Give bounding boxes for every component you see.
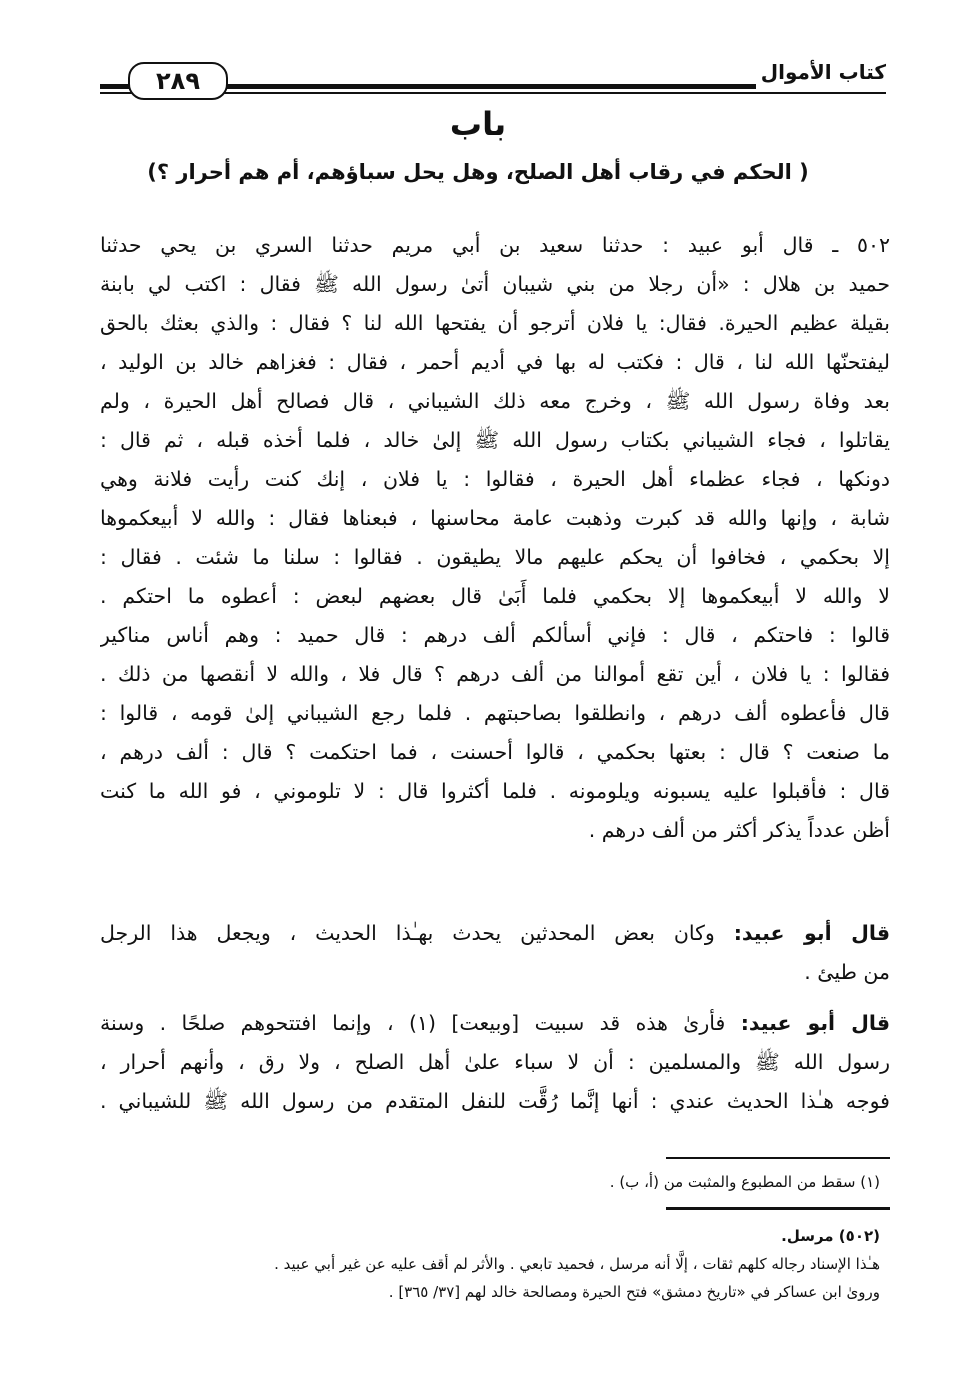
text-line: أظن عدداً يذكر أكثر من ألف درهم . [588, 818, 890, 842]
text-line: ليفتحنّها الله لنا ، قال : فكتب له بها في أديم أحمر ، فقال : فغزاهم خالد بن الوليد ، [100, 350, 890, 374]
page-number: ٢٨٩ [128, 62, 228, 100]
text-span: وكان بعض المحدثين يحدث بهـٰذا الحديث ، ويجعل هذا الرجل [100, 921, 715, 945]
footnote-rule [666, 1157, 890, 1159]
takhrij-line: وروىٰ ابن عساكر في «تاريخ دمشق» فتح الحيرة ومصالحة خالد لهم [٣٧/ ٣٦٥] . [388, 1283, 880, 1301]
paragraph-lead: قال أبو عبيد: [740, 1011, 890, 1035]
text-line [100, 914, 890, 953]
footnotes [100, 1168, 880, 1196]
text-line: دونكها ، فجاء عظماء أهل الحيرة ، فقالوا : يا فلان ، إنك كنت رأيت فلانة وهي [100, 467, 890, 491]
text-line: قالوا : فاحتكم ، قال : فإني أسألكم ألف درهم : قال حميد : وهم أناس مناكير [100, 623, 890, 647]
text-line: شابة ، وإنها والله قد كبرت وذهبت عامة محاسنها ، فبعناها فقال : والله لا أبيعكموها [100, 506, 890, 530]
text-line: من طيئ . [804, 960, 890, 984]
text-line: قال فأعطوه ألف درهم ، وانطلقوا بصاحبتهم . فلما رجع الشيباني إلىٰ قومه ، قالوا : [100, 701, 890, 725]
takhrij-rule [666, 1207, 890, 1210]
takhrij-line: هـٰذا الإسناد رجاله كلهم ثقات ، إلَّا أنه مرسل ، فحميد تابعي . والأثر لم أقف عليه عن غير أبي عبيد . [274, 1255, 880, 1273]
text-line: بقيلة عظيم الحيرة. فقال: يا فلان أترجو أن يفتحها الله لنا ؟ فقال : والذي بعثك بالحق [100, 311, 890, 335]
comment-paragraph [100, 1004, 890, 1121]
text-span: فأرىٰ هذه قد سبيت [وبيعت] (١) ، وإنما افتتحوهم صلحًا . وسنة [100, 1011, 726, 1035]
text-line: فقالوا : يا فلان ، أين تقع أموالنا من ألف درهم ؟ قال فلا ، والله لا أنقصها من ذلك . [100, 662, 890, 686]
footnote-1: (١) سقط من المطبوع والمثبت من (أ، ب) . [609, 1173, 880, 1191]
takhrij-heading: (٥٠٢) مرسل. [781, 1227, 880, 1245]
paragraph-lead: قال أبو عبيد: [733, 921, 890, 945]
hadith-paragraph [100, 226, 890, 850]
text-line [100, 1004, 890, 1043]
text-line: ٥٠٢ ـ قال أبو عبيد : حدثنا سعيد بن أبي مريم حدثنا السري بن يحي حدثنا [100, 233, 890, 257]
text-line: رسول الله ﷺ والمسلمين : أن لا سباء علىٰ أهل الصلح ، ولا رق ، وأنهم أحرار ، [100, 1050, 890, 1074]
text-line: إلا بحكمي ، فخافوا أن يحكم عليهم مالا يطيقون . فقالوا : سلنا ما شئت . فقال : [100, 545, 890, 569]
chapter-subtitle: ( الحكم في رقاب أهل الصلح، وهل يحل سباؤهم، أم هم أحرار ؟) [147, 160, 809, 184]
takhrij [100, 1222, 880, 1306]
text-line: فوجه هـٰذا الحديث عندي : أنها إنَّما رُقَّت للنفل المتقدم من رسول الله ﷺ للشيباني . [100, 1089, 890, 1113]
chapter-title: باب [449, 105, 507, 143]
text-line: يقاتلوا ، فجاء الشيباني بكتاب رسول الله ﷺ إلىٰ خالد ، فلما أخذه قبله ، ثم قال : [100, 428, 890, 452]
text-line: بعد وفاة رسول الله ﷺ ، وخرج معه ذلك الشيباني ، قال فصالح أهل الحيرة ، ولم [100, 389, 890, 413]
running-title: كتاب الأموال [760, 60, 886, 84]
text-line: لا والله لا أبيعكموها إلا بحكمي فلما أَبَىٰ قال بعضهم لبعض : أعطوه ما احتكم . [100, 584, 890, 608]
comment-paragraph [100, 914, 890, 992]
text-line: حميد بن هلال : «أن رجلا من بني شيبان أتىٰ رسول الله ﷺ فقال : اكتب لي بابنة [100, 272, 890, 296]
text-line: ما صنعت ؟ قال : بعتها بحكمي ، قالوا أحسنت ، فما احتكمت ؟ قال : ألف درهم ، [100, 740, 890, 764]
text-line: قال : فأقبلوا عليه يسبونه ويلومونه . فلما أكثروا قال : لا تلوموني ، فو الله ما كنت [100, 779, 890, 803]
